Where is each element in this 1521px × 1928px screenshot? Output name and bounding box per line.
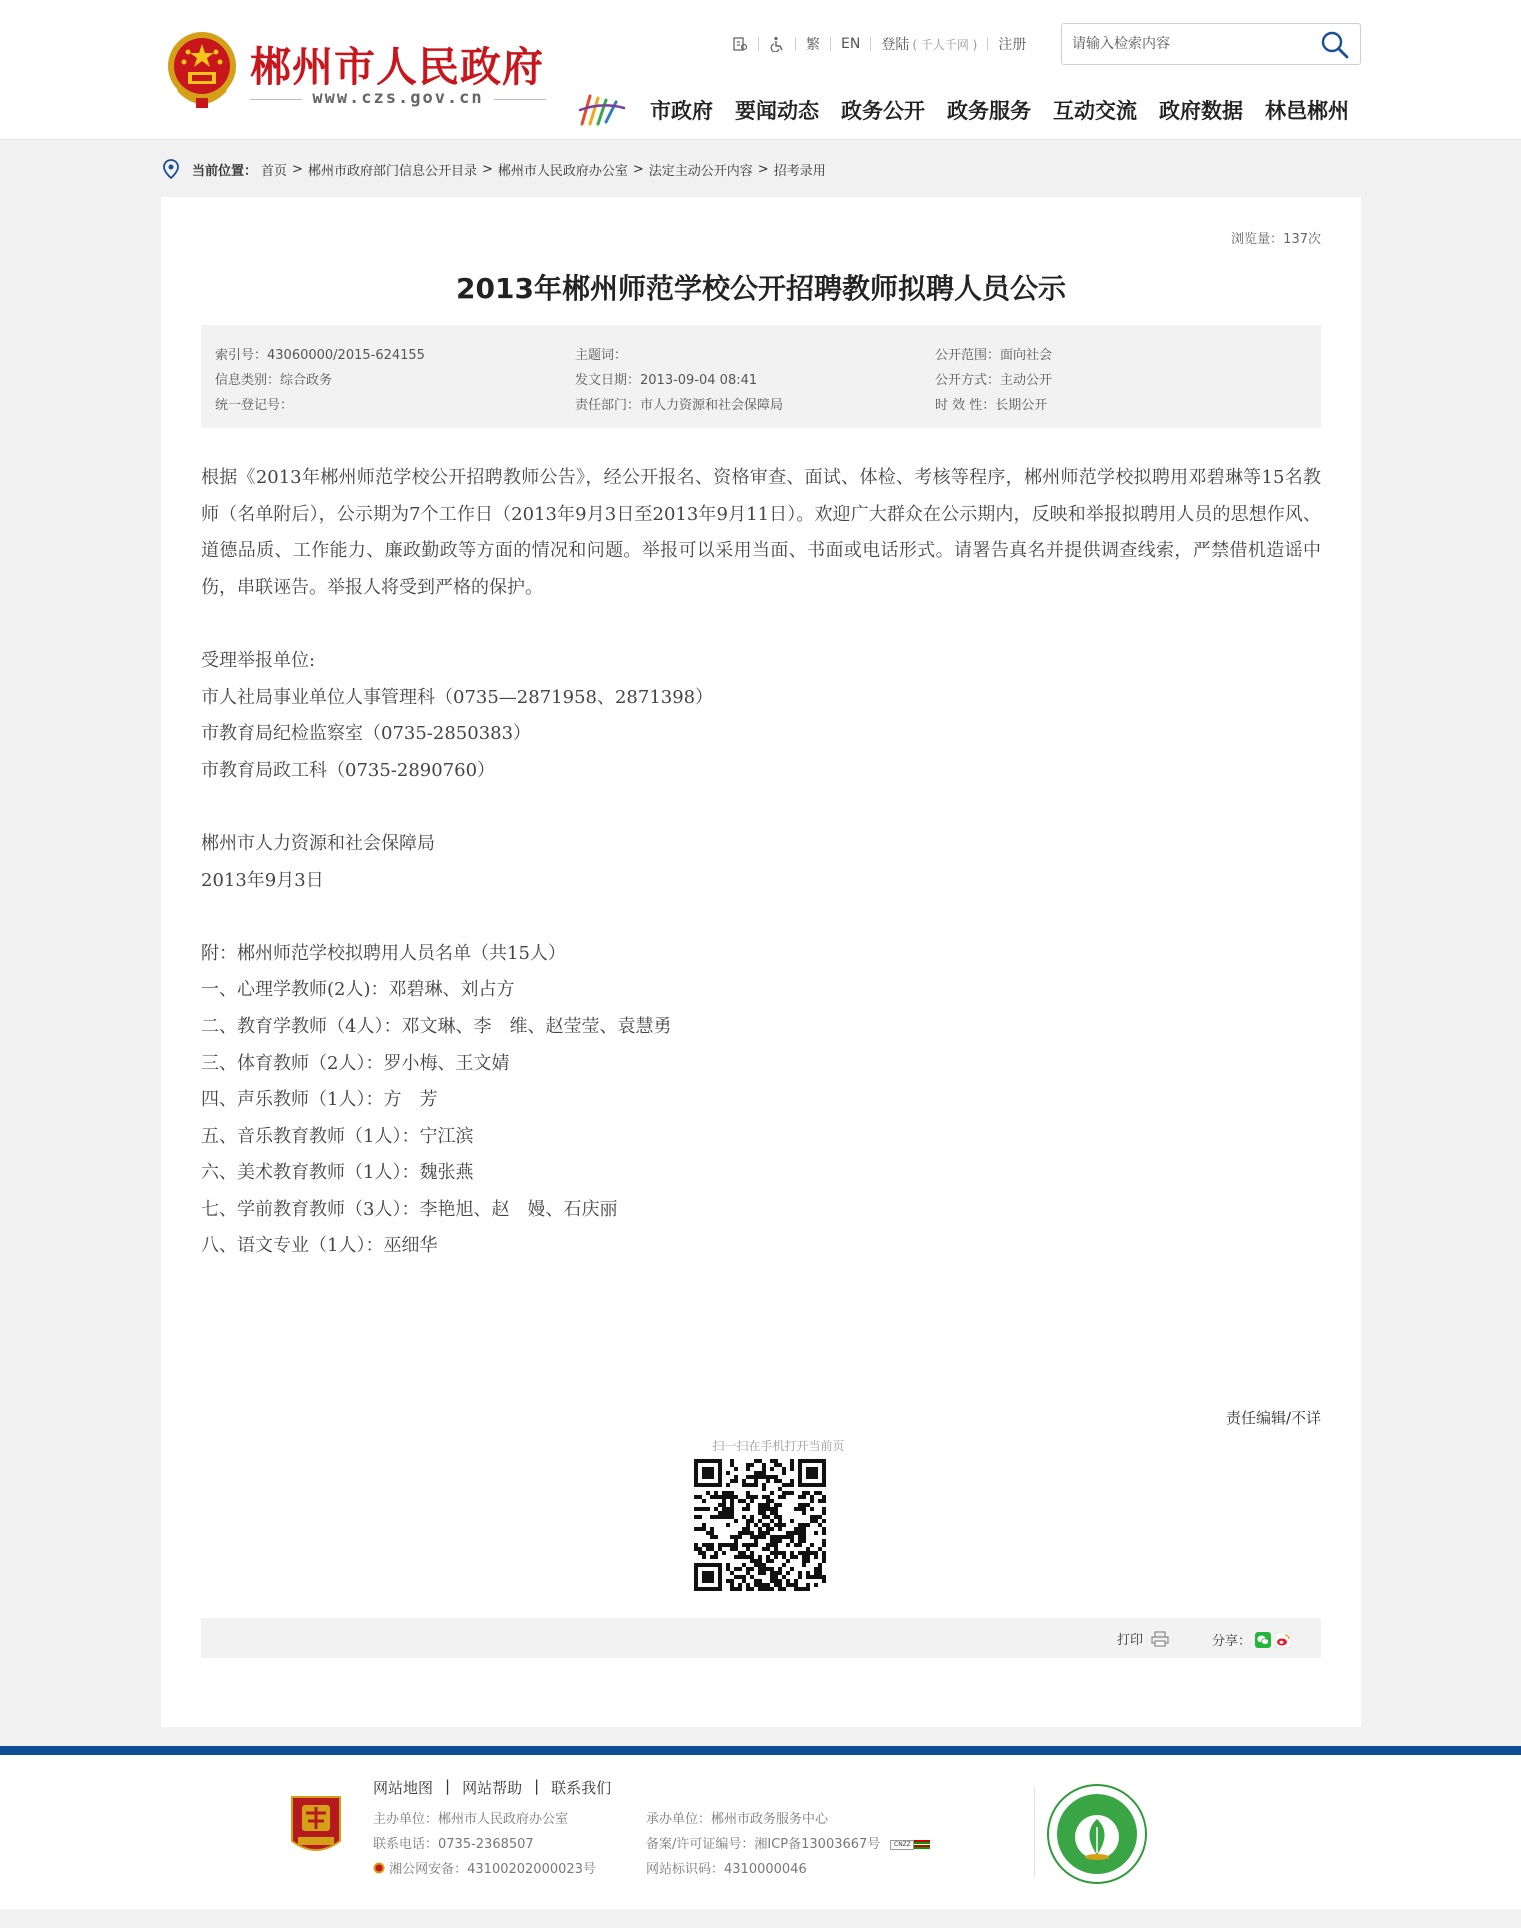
signature-org: 郴州市人力资源和社会保障局 [201, 832, 435, 854]
appendix-item: 一、心理学教师(2人)：邓碧琳、刘占方 [201, 979, 515, 1001]
footer-phone: 联系电话：0735-2368507 [373, 1837, 534, 1852]
meta-method: 公开方式：主动公开 [935, 373, 1053, 388]
printer-icon[interactable] [1151, 1631, 1169, 1647]
appendix-item: 五、音乐教育教师（1人）：宁江滨 [201, 1125, 474, 1147]
party-government-badge-icon[interactable] [288, 1793, 344, 1861]
footer-icp-text[interactable]: 备案/许可证编号：湘ICP备13003667号 [646, 1837, 881, 1852]
blank-line [201, 606, 1321, 643]
cnzz-stats-badge[interactable]: CNZZ [890, 1840, 914, 1850]
article-title: 2013年郴州师范学校公开招聘教师拟聘人员公示 [456, 272, 1066, 305]
footer-link-sitemap[interactable]: 网站地图 [373, 1779, 434, 1797]
meta-row [201, 391, 1321, 416]
search-input[interactable] [1072, 32, 1312, 56]
appendix-item: 三、体育教师（2人）：罗小梅、王文婧 [201, 1052, 510, 1074]
main-nav [576, 92, 1349, 128]
report-unit: 市教育局政工科（0735-2890760） [201, 759, 496, 781]
nav-item-interaction[interactable]: 互动交流 [1053, 99, 1137, 123]
toolbar-accessibility-wheelchair[interactable] [759, 37, 796, 51]
footer-accent-bar [0, 1746, 1521, 1755]
print-button[interactable] [1117, 1629, 1169, 1648]
toolbar-accessibility-audio[interactable] [722, 37, 759, 51]
article-meta-box [201, 325, 1321, 428]
breadcrumb-catalog[interactable]: 郴州市政府部门信息公开目录 [307, 163, 477, 179]
share-area [1212, 1630, 1291, 1649]
report-unit: 市人社局事业单位人事管理科（0735—2871958、2871398） [201, 686, 714, 708]
view-count-value: 137次 [1283, 232, 1321, 247]
article-card [161, 197, 1361, 1727]
site-url: www.czs.gov.cn [312, 88, 484, 108]
site-footer [0, 1755, 1521, 1909]
breadcrumb-office[interactable]: 郴州市人民政府办公室 [497, 163, 628, 179]
appendix-item: 四、声乐教师（1人）：方 芳 [201, 1089, 438, 1111]
cnzz-stripes-icon [914, 1840, 930, 1850]
article-paragraph: 根据《2013年郴州师范学校公开招聘教师公告》，经公开报名、资格审查、面试、体检、考核等程序，郴州师范学校拟聘用邓碧琳等15名教师（名单附后），公示期为7个工作日（2013年9月3日至2013年9月11日）。欢迎广大群众在公示期内，反映和举报拟聘用人员的思想作风、道德品质、工作能力、廉政勤政等方面的情况和问题。举报可以采用当面、书面或电话形式。请署告真名并提供调查线索，严禁借机造谣中伤，串联诬告。举报人将受到严格的保护。 [201, 467, 1321, 598]
breadcrumb-recruitment[interactable]: 招考录用 [773, 163, 826, 179]
breadcrumb-separator: > [632, 161, 644, 177]
print-label[interactable]: 打印 [1117, 1633, 1144, 1648]
national-emblem-icon[interactable] [166, 30, 238, 110]
footer-divider [1034, 1787, 1035, 1877]
breadcrumb-home[interactable]: 首页 [261, 163, 288, 179]
breadcrumb [162, 158, 826, 180]
nav-item-linyi-chenzhou[interactable]: 林邑郴州 [1265, 99, 1349, 123]
blank-line [201, 789, 1321, 826]
meta-reg-no: 统一登记号： [215, 398, 294, 413]
signature-date: 2013年9月3日 [201, 869, 324, 891]
share-bar [201, 1618, 1321, 1658]
breadcrumb-label: 当前位置： [192, 163, 258, 179]
login-note: ( 千人千网 ) [912, 37, 978, 52]
meta-row [201, 366, 1321, 391]
breadcrumb-separator: > [481, 161, 493, 177]
url-line-left [250, 99, 302, 100]
police-badge-icon [373, 1862, 385, 1874]
nav-item-open-government[interactable]: 政务公开 [841, 99, 925, 123]
toolbar-login[interactable] [871, 37, 988, 51]
nav-item-government[interactable]: 市政府 [650, 99, 713, 123]
meta-scope: 公开范围：面向社会 [935, 348, 1053, 363]
weibo-icon[interactable] [1275, 1632, 1291, 1648]
footer-link-separator: | [534, 1777, 540, 1795]
view-count [1231, 228, 1321, 247]
view-count-label: 浏览量： [1231, 232, 1284, 247]
accessibility-reader-icon [732, 36, 748, 52]
appendix-item: 八、语文专业（1人）：巫细华 [201, 1235, 438, 1257]
footer-link-contact[interactable]: 联系我们 [551, 1779, 612, 1797]
footer-info-right [646, 1807, 930, 1882]
wheelchair-icon [769, 36, 785, 52]
toolbar-traditional[interactable]: 繁 [796, 37, 831, 51]
page-bottom-strip [0, 1909, 1521, 1928]
footer-site-id: 网站标识码：4310000046 [646, 1862, 807, 1877]
footer-organizer: 承办单位：郴州市政务服务中心 [646, 1812, 829, 1827]
footer-link-help[interactable]: 网站帮助 [462, 1779, 523, 1797]
nav-item-services[interactable]: 政务服务 [947, 99, 1031, 123]
meta-category: 信息类别：综合政务 [215, 373, 333, 388]
report-title: 受理举报单位: [201, 649, 316, 671]
meta-row [201, 341, 1321, 366]
login-label[interactable]: 登陆 [881, 37, 910, 53]
meta-department: 责任部门：市人力资源和社会保障局 [575, 398, 784, 413]
meta-validity: 时 效 性：长期公开 [935, 398, 1048, 413]
nav-decorative-logo-icon [576, 90, 628, 130]
civilization-city-badge-icon[interactable] [1046, 1783, 1148, 1885]
nav-item-news[interactable]: 要闻动态 [735, 99, 819, 123]
article-body [201, 460, 1321, 1265]
footer-links [373, 1777, 611, 1798]
wechat-icon[interactable] [1255, 1632, 1271, 1648]
footer-icp [646, 1832, 930, 1857]
search-icon[interactable] [1320, 30, 1350, 60]
appendix-title: 附：郴州师范学校拟聘用人员名单（共15人） [201, 942, 566, 964]
footer-sponsor: 主办单位：郴州市人民政府办公室 [373, 1812, 569, 1827]
nav-item-data[interactable]: 政府数据 [1159, 99, 1243, 123]
site-header [0, 0, 1521, 140]
report-unit: 市教育局纪检监察室（0735-2850383） [201, 723, 532, 745]
responsible-editor: 责任编辑/不详 [1225, 1409, 1321, 1427]
blank-line [201, 899, 1321, 936]
qr-code-icon [694, 1459, 826, 1591]
footer-police-record[interactable] [373, 1857, 596, 1882]
footer-police-record-text[interactable]: 湘公网安备：43100202000023号 [389, 1862, 596, 1877]
site-url-row [250, 88, 546, 110]
site-title[interactable]: 郴州市人民政府 [250, 43, 544, 91]
breadcrumb-separator: > [292, 161, 303, 177]
meta-date: 发文日期：2013-09-04 08:41 [575, 373, 758, 388]
breadcrumb-separator: > [757, 161, 769, 177]
toolbar-english[interactable]: EN [831, 37, 871, 51]
toolbar-register[interactable]: 注册 [998, 37, 1027, 53]
appendix-item: 六、美术教育教师（1人）：魏张燕 [201, 1162, 474, 1184]
meta-topic: 主题词： [575, 348, 628, 363]
search-box [1061, 23, 1361, 65]
top-toolbar [722, 33, 1036, 55]
breadcrumb-statutory[interactable]: 法定主动公开内容 [648, 163, 753, 179]
meta-index-no: 索引号：43060000/2015-624155 [215, 348, 425, 363]
footer-info-left [373, 1807, 596, 1882]
appendix-item: 二、教育学教师（4人）：邓文琳、李 维、赵莹莹、袁慧勇 [201, 1015, 672, 1037]
appendix-item: 七、学前教育教师（3人）：李艳旭、赵 嫚、石庆丽 [201, 1198, 618, 1220]
share-label: 分享： [1212, 1634, 1252, 1649]
url-line-right [494, 99, 546, 100]
location-pin-icon [162, 159, 180, 179]
footer-link-separator: | [445, 1777, 451, 1795]
qr-caption: 扫一扫在手机打开当前页 [712, 1439, 845, 1453]
